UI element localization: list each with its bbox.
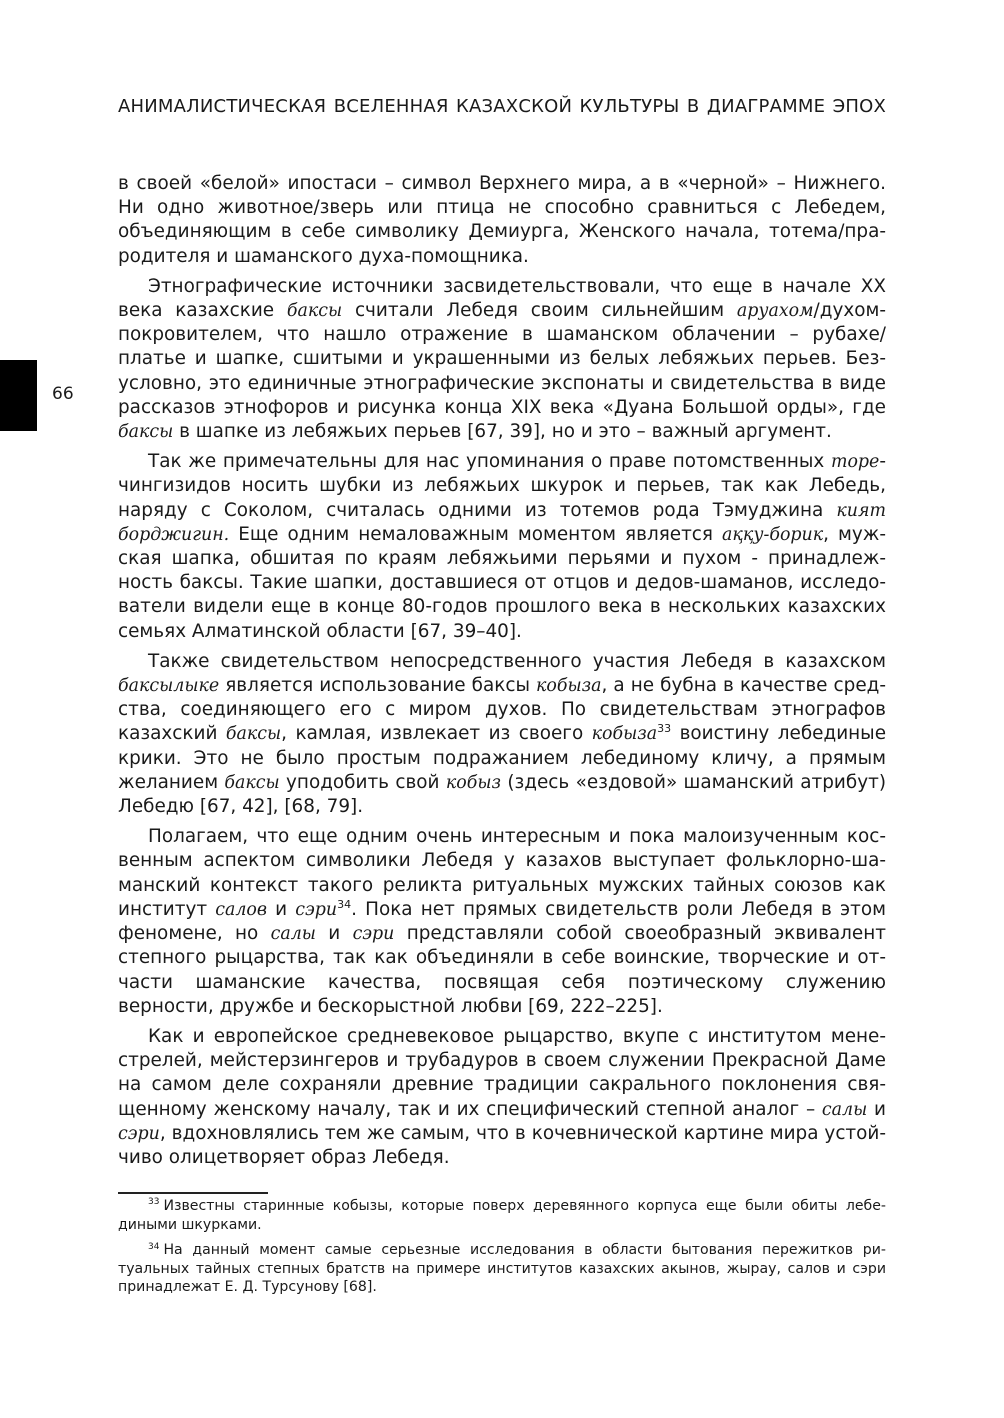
footnote-33: $^{33}$ Известны старинные кобызы, которые поверх деревянного корпуса еще были обиты лебедиными шкурками.: [118, 1197, 886, 1233]
footnote-mark: 33: [148, 1197, 160, 1208]
paragraph-2: Этнографические источники засвидетельствовали, что еще в начале XX века казахские баксы считали Лебедя своим сильнейшим аруахом/духом-покровителем, что нашло отражение в шаманском облачении – рубахе/платье и шапке, сшитыми и украшенными из белых лебяжьих перьев. Безусловно, это единичные этнографические экспонаты и свидетельства в виде рассказов этнофоров и рисунка конца XIX века «Дуана Большой орды», где баксы в шапке из лебяжьих перьев [67, 39], но и это – важный аргумент.: [118, 275, 886, 443]
running-header: АНИМАЛИСТИЧЕСКАЯ ВСЕЛЕННАЯ КАЗАХСКОЙ КУЛЬТУРЫ В ДИАГРАММЕ ЭПОХ: [118, 96, 886, 117]
paragraph-1: в своей «белой» ипостаси – символ Верхнего мира, а в «черной» – Нижнего. Ни одно животное/зверь или птица не способно сравниться с Лебедем, объединяющим в себе символику Демиурга, Женского начала, тотема/прародителя и шаманского духа-помощника.: [118, 173, 886, 267]
page-edge-tab: [0, 360, 37, 431]
footnote-rule: [118, 1192, 268, 1194]
body-text: [118, 172, 886, 1176]
footnote-ref-34[interactable]: 34: [337, 897, 352, 911]
footnote-ref-33[interactable]: 33: [657, 722, 672, 736]
footnote-34: $^{34}$ На данный момент самые серьезные исследования в области бытования пережитков ритуальных тайных степных братств на примере институтов казахских акынов, жырау, салов и сэри принадлежат Е. Д. Турсунову [68].: [118, 1241, 886, 1296]
footnote-mark: 34: [148, 1241, 160, 1252]
paragraph-5: Полагаем, что еще одним очень интересным и пока малоизученным косвенным аспектом символики Лебедя у казахов выступает фольклорно-шаманский контекст такого реликта ритуальных мужских тайных союзов как институт салов и сэри$^{34}$. Пока нет прямых свидетельств роли Лебедя в этом феномене, но салы и сэри представляли собой своеобразный эквивалент степного рыцарства, так как объединяли в себе воинские, творческие и отчасти шаманские качества, посвящая себя поэтическому служению верности, дружбе и бескорыстной любви [69, 222–225].: [118, 826, 886, 1017]
paragraph-6: Как и европейское средневековое рыцарство, вкупе с институтом менестрелей, мейстерзингеров и трубадуров в своем служении Прекрасной Даме на самом деле сохраняли древние традиции сакрального поклонения священному женскому началу, так и их специфический степной аналог – салы и сэри, вдохновлялись тем же самым, что в кочевнической картине мира устойчиво олицетворяет образ Лебедя.: [118, 1025, 886, 1168]
page-number: 66: [52, 384, 74, 404]
footnotes: [118, 1197, 886, 1304]
paragraph-3: Так же примечательны для нас упоминания о праве потомственных торе-чингизидов носить шубки из лебяжьих шкурок и перьев, так как Лебедь, наряду с Соколом, считалась одними из тотемов рода Тэмуджина кият борджигин. Еще одним немаловажным моментом является аққу-борик, мужская шапка, обшитая по краям лебяжьими перьями и пухом - принадлежность баксы. Такие шапки, доставшиеся от отцов и дедов-шаманов, исследователи видели еще в конце 80-годов прошлого века в нескольких казахских семьях Алматинской области [67, 39–40].: [118, 451, 886, 642]
paragraph-4: Также свидетельством непосредственного участия Лебедя в казахском баксылыке является использование баксы кобыза, а не бубна в качестве средства, соединяющего его с миром духов. По свидетельствам этнографов казахский баксы, камлая, извлекает из своего кобыза$^{33}$ воистину лебединые крики. Это не было простым подражанием лебединому кличу, а прямым желанием баксы уподобить свой кобыз (здесь «ездовой» шаманский атрибут) Лебедю [67, 42], [68, 79].: [118, 650, 887, 818]
